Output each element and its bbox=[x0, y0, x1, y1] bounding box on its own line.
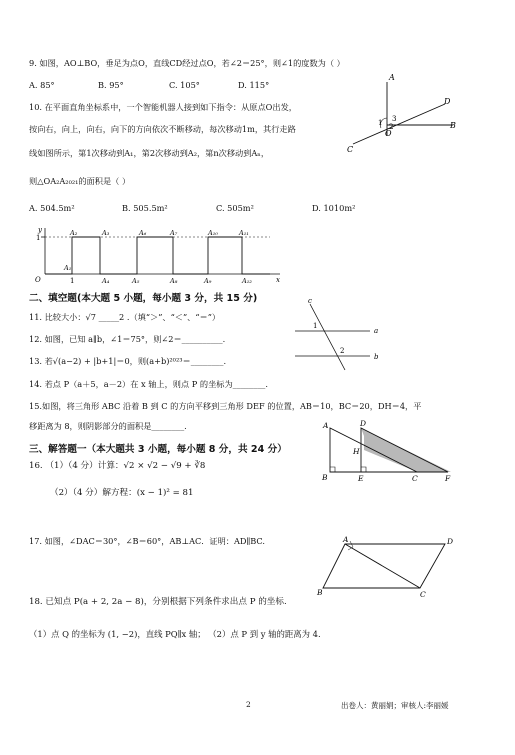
q9-text: 9. 如图，AO⊥BO，垂足为点O，直线CD经过点O，若∠2＝25°，则∠1的度数为（ ） bbox=[29, 58, 345, 68]
q16-part2: （2）（4 分）解方程：(x − 1)² = 81 bbox=[50, 488, 194, 498]
q12-angle-1: 1 bbox=[313, 322, 318, 330]
q17-label-a: A bbox=[343, 535, 349, 544]
q15-line1: 15.如图，将三角形 ABC 沿着 B 到 C 的方向平移到三角形 DEF 的位置，AB＝10，BC＝20，DH＝4，平 bbox=[29, 401, 422, 411]
q9-label-a: A bbox=[389, 73, 395, 82]
q10-pt-a4: A₄ bbox=[102, 277, 110, 285]
q15-line2: 移距离为 8，则阴影部分的面积是________. bbox=[29, 421, 187, 431]
q13-text: 13. 若√(a−2) + |b+1|＝0，则(a+b)²⁰²³＝________. bbox=[29, 356, 227, 366]
q17-label-d: D bbox=[447, 537, 454, 546]
q9-option-a: A. 85° bbox=[29, 80, 55, 90]
q12-label-c: c bbox=[308, 297, 312, 305]
q16-part1: 16. （1）（4 分）计算：√2 × √2 − √9 + ∛8 bbox=[29, 461, 206, 471]
q10-line3: 线如图所示，第1次移动到A₁，第2次移动到A₂，第n次移动到Aₙ， bbox=[29, 148, 270, 158]
q15-label-a: A bbox=[323, 421, 329, 430]
q11-text: 11. 比较大小：√7 _____2 .（填“＞”、“＜”、“＝”） bbox=[29, 312, 221, 322]
q15-label-d: D bbox=[360, 419, 367, 428]
q17-label-c: C bbox=[420, 590, 426, 599]
q10-pt-a10: A₁₀ bbox=[208, 229, 218, 237]
section-3-title: 三、解答题一（本大题共 3 小题，每小题 8 分，共 24 分） bbox=[29, 444, 287, 455]
footer-author: 出卷人：黄丽娟；审核人:李丽媛 bbox=[341, 701, 449, 710]
q9-label-c: C bbox=[347, 145, 354, 154]
q10-option-a: A. 504.5m² bbox=[29, 203, 75, 213]
q12-angle-2: 2 bbox=[340, 347, 345, 355]
q10-axis-x: x bbox=[276, 276, 280, 284]
q15-label-h: H bbox=[353, 447, 360, 456]
q10-tick-x1: 1 bbox=[70, 277, 75, 285]
q10-option-b: B. 505.5m² bbox=[122, 203, 168, 213]
q10-pt-a12: A₁₂ bbox=[242, 277, 252, 285]
q10-option-c: C. 505m² bbox=[216, 203, 254, 213]
q12-text: 12. 如图，已知 a∥b，∠1＝75°，则∠2＝__________. bbox=[29, 334, 226, 344]
q12-figure bbox=[290, 296, 380, 371]
q10-figure bbox=[30, 226, 280, 286]
q10-line1: 10. 在平面直角坐标系中，一个智能机器人接到如下指令：从原点O出发， bbox=[29, 102, 297, 112]
q15-label-b: B bbox=[322, 473, 328, 482]
q17-figure bbox=[317, 535, 480, 601]
q14-text: 14. 若点 P（a＋5，a－2）在 x 轴上，则点 P 的坐标为________. bbox=[29, 379, 268, 389]
q9-label-b: B bbox=[450, 121, 456, 130]
q10-pt-a11: A₁₁ bbox=[239, 229, 249, 237]
q10-pt-a7: A₇ bbox=[170, 229, 178, 237]
q18-text: 18. 已知点 P(a + 2, 2a − 8)，分别根据下列条件求出点 P 的坐标. bbox=[29, 597, 287, 607]
q10-pt-a9: A₉ bbox=[204, 277, 212, 285]
q10-pt-a8: A₈ bbox=[170, 277, 178, 285]
q10-axis-y: y bbox=[38, 226, 42, 234]
q10-pt-a6: A₆ bbox=[139, 229, 147, 237]
q15-label-f: F bbox=[445, 474, 451, 483]
q9-option-c: C. 105° bbox=[169, 80, 200, 90]
q10-line4: 则△OA₂A₂₀₂₁的面积是（ ） bbox=[29, 176, 131, 186]
q9-label-o: O bbox=[385, 129, 392, 138]
q15-label-c: C bbox=[412, 474, 418, 483]
q10-line2: 按向右，向上，向右，向下的方向依次不断移动，每次移动1m，其行走路 bbox=[29, 124, 296, 134]
q9-angle-3: 3 bbox=[392, 115, 397, 123]
page-number: 2 bbox=[246, 700, 251, 709]
q10-pt-a1: A₁ bbox=[64, 264, 72, 272]
q15-label-e: E bbox=[358, 474, 364, 483]
q9-angle-2: 2 bbox=[389, 123, 394, 131]
q12-label-b: b bbox=[374, 353, 379, 361]
q9-option-b: B. 95° bbox=[98, 80, 124, 90]
q10-pt-a3: A₃ bbox=[102, 229, 110, 237]
q9-angle-1: 1 bbox=[378, 119, 383, 127]
q10-origin: O bbox=[35, 276, 41, 284]
q15-figure bbox=[320, 420, 470, 485]
q9-figure bbox=[345, 68, 465, 158]
q9-option-d: D. 115° bbox=[238, 80, 270, 90]
q10-tick-y1: 1 bbox=[36, 234, 41, 242]
q10-pt-a2: A₂ bbox=[70, 229, 78, 237]
q10-pt-a5: A₅ bbox=[132, 277, 140, 285]
q10-option-d: D. 1010m² bbox=[312, 203, 356, 213]
q12-label-a: a bbox=[374, 327, 379, 335]
q9-label-d: D bbox=[444, 97, 451, 106]
section-2-title: 二、填空题(本大题 5 小题，每小题 3 分，共 15 分) bbox=[29, 293, 258, 304]
q17-label-b: B bbox=[317, 588, 323, 597]
q18-sub: （1）点 Q 的坐标为 (1, −2)，直线 PQ∥x 轴； （2）点 P 到 y 轴的距离为 4. bbox=[29, 629, 321, 639]
q17-text: 17. 如图，∠DAC＝30°，∠B＝60°，AB⊥AC．证明：AD∥BC. bbox=[29, 536, 265, 546]
